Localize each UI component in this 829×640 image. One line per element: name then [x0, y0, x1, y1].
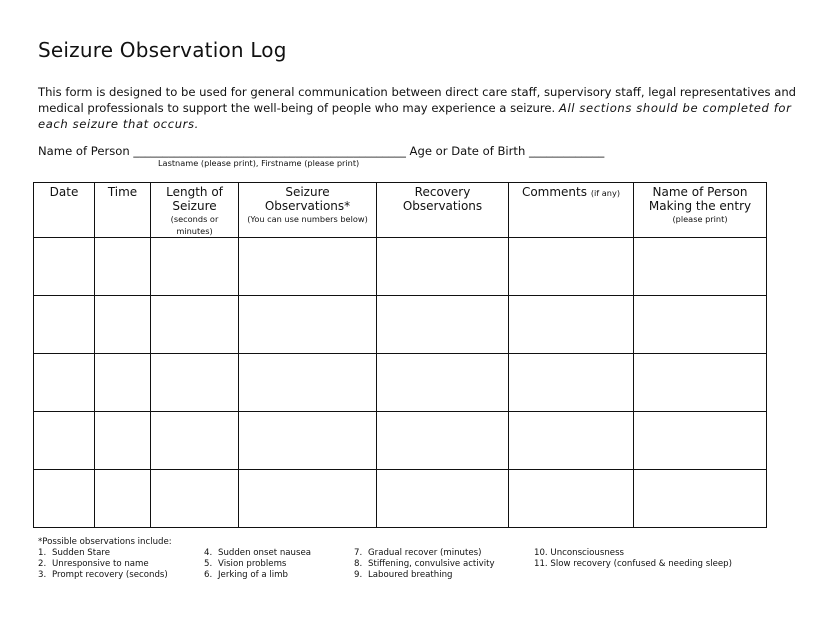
- table-cell[interactable]: [634, 296, 767, 354]
- header-recovery: Recovery Observations: [377, 183, 509, 238]
- table-cell[interactable]: [377, 296, 509, 354]
- name-field[interactable]: _______________________________________________: [133, 144, 406, 158]
- table-cell[interactable]: [151, 296, 239, 354]
- observations-col-1: [38, 548, 168, 581]
- list-item: 10. Unconsciousness: [534, 548, 625, 558]
- table-cell[interactable]: [34, 354, 95, 412]
- header-length: Length of Seizure (seconds or minutes): [151, 183, 239, 238]
- table-cell[interactable]: [377, 238, 509, 296]
- table-cell[interactable]: [634, 470, 767, 528]
- table-cell[interactable]: [239, 470, 377, 528]
- table-cell[interactable]: [34, 238, 95, 296]
- table-cell[interactable]: [634, 238, 767, 296]
- table-cell[interactable]: [239, 354, 377, 412]
- table-cell[interactable]: [509, 470, 634, 528]
- page-title: Seizure Observation Log: [38, 38, 287, 62]
- intro-emphasis: All sections should be completed for each seizure that occurs.: [38, 101, 792, 131]
- table-cell[interactable]: [634, 412, 767, 470]
- table-cell[interactable]: [95, 354, 151, 412]
- table-row: [34, 354, 767, 412]
- table-cell[interactable]: [34, 296, 95, 354]
- observations-col-2: [204, 548, 311, 581]
- table-row: [34, 470, 767, 528]
- observations-col-3: [354, 548, 495, 581]
- observations-col-4: [534, 548, 732, 570]
- list-item: 8. Stiffening, convulsive activity: [354, 559, 495, 569]
- table-cell[interactable]: [509, 354, 634, 412]
- table-cell[interactable]: [95, 238, 151, 296]
- table-row: [34, 238, 767, 296]
- table-cell[interactable]: [34, 470, 95, 528]
- name-hint: Lastname (please print), Firstname (please print): [158, 158, 360, 168]
- table-cell[interactable]: [377, 354, 509, 412]
- header-comments: Comments (if any): [509, 183, 634, 238]
- table-cell[interactable]: [634, 354, 767, 412]
- table-cell[interactable]: [509, 412, 634, 470]
- table-cell[interactable]: [95, 412, 151, 470]
- list-item: 2. Unresponsive to name: [38, 559, 149, 569]
- list-item: 6. Jerking of a limb: [204, 570, 288, 580]
- list-item: 9. Laboured breathing: [354, 570, 453, 580]
- table-cell[interactable]: [239, 412, 377, 470]
- table-row: [34, 296, 767, 354]
- table-cell[interactable]: [151, 238, 239, 296]
- header-time: Time: [95, 183, 151, 238]
- name-label: Name of Person: [38, 144, 130, 158]
- list-item: 4. Sudden onset nausea: [204, 548, 312, 558]
- list-item: 1. Sudden Stare: [38, 548, 110, 558]
- table-header-row: [34, 183, 767, 238]
- table-cell[interactable]: [151, 354, 239, 412]
- table-cell[interactable]: [377, 412, 509, 470]
- table-row: [34, 412, 767, 470]
- table-cell[interactable]: [509, 296, 634, 354]
- table-cell[interactable]: [377, 470, 509, 528]
- intro-text: This form is designed to be used for general communication between direct care staff, supervisory staff, legal representatives and medical professionals to support the well-being of people who may experience a seizure.: [38, 85, 797, 115]
- header-name-of-person: Name of Person Making the entry (please print): [634, 183, 767, 238]
- list-item: 11. Slow recovery (confused & needing sleep): [534, 559, 732, 569]
- age-field[interactable]: _____________: [528, 144, 605, 158]
- list-item: 7. Gradual recover (minutes): [354, 548, 482, 558]
- header-date: Date: [34, 183, 95, 238]
- intro-paragraph: [38, 84, 798, 132]
- table-cell[interactable]: [95, 296, 151, 354]
- list-item: 3. Prompt recovery (seconds): [38, 570, 168, 580]
- list-item: 5. Vision problems: [204, 559, 287, 569]
- table-cell[interactable]: [509, 238, 634, 296]
- table-cell[interactable]: [239, 296, 377, 354]
- observations-heading: *Possible observations include:: [38, 537, 172, 547]
- table-cell[interactable]: [151, 412, 239, 470]
- table-cell[interactable]: [239, 238, 377, 296]
- header-seizure-observations: Seizure Observations* (You can use numbers below): [239, 183, 377, 238]
- age-label: Age or Date of Birth: [409, 144, 526, 158]
- table-cell[interactable]: [95, 470, 151, 528]
- table-cell[interactable]: [34, 412, 95, 470]
- observation-table: [33, 182, 767, 528]
- table-cell[interactable]: [151, 470, 239, 528]
- person-info-line: [38, 144, 604, 158]
